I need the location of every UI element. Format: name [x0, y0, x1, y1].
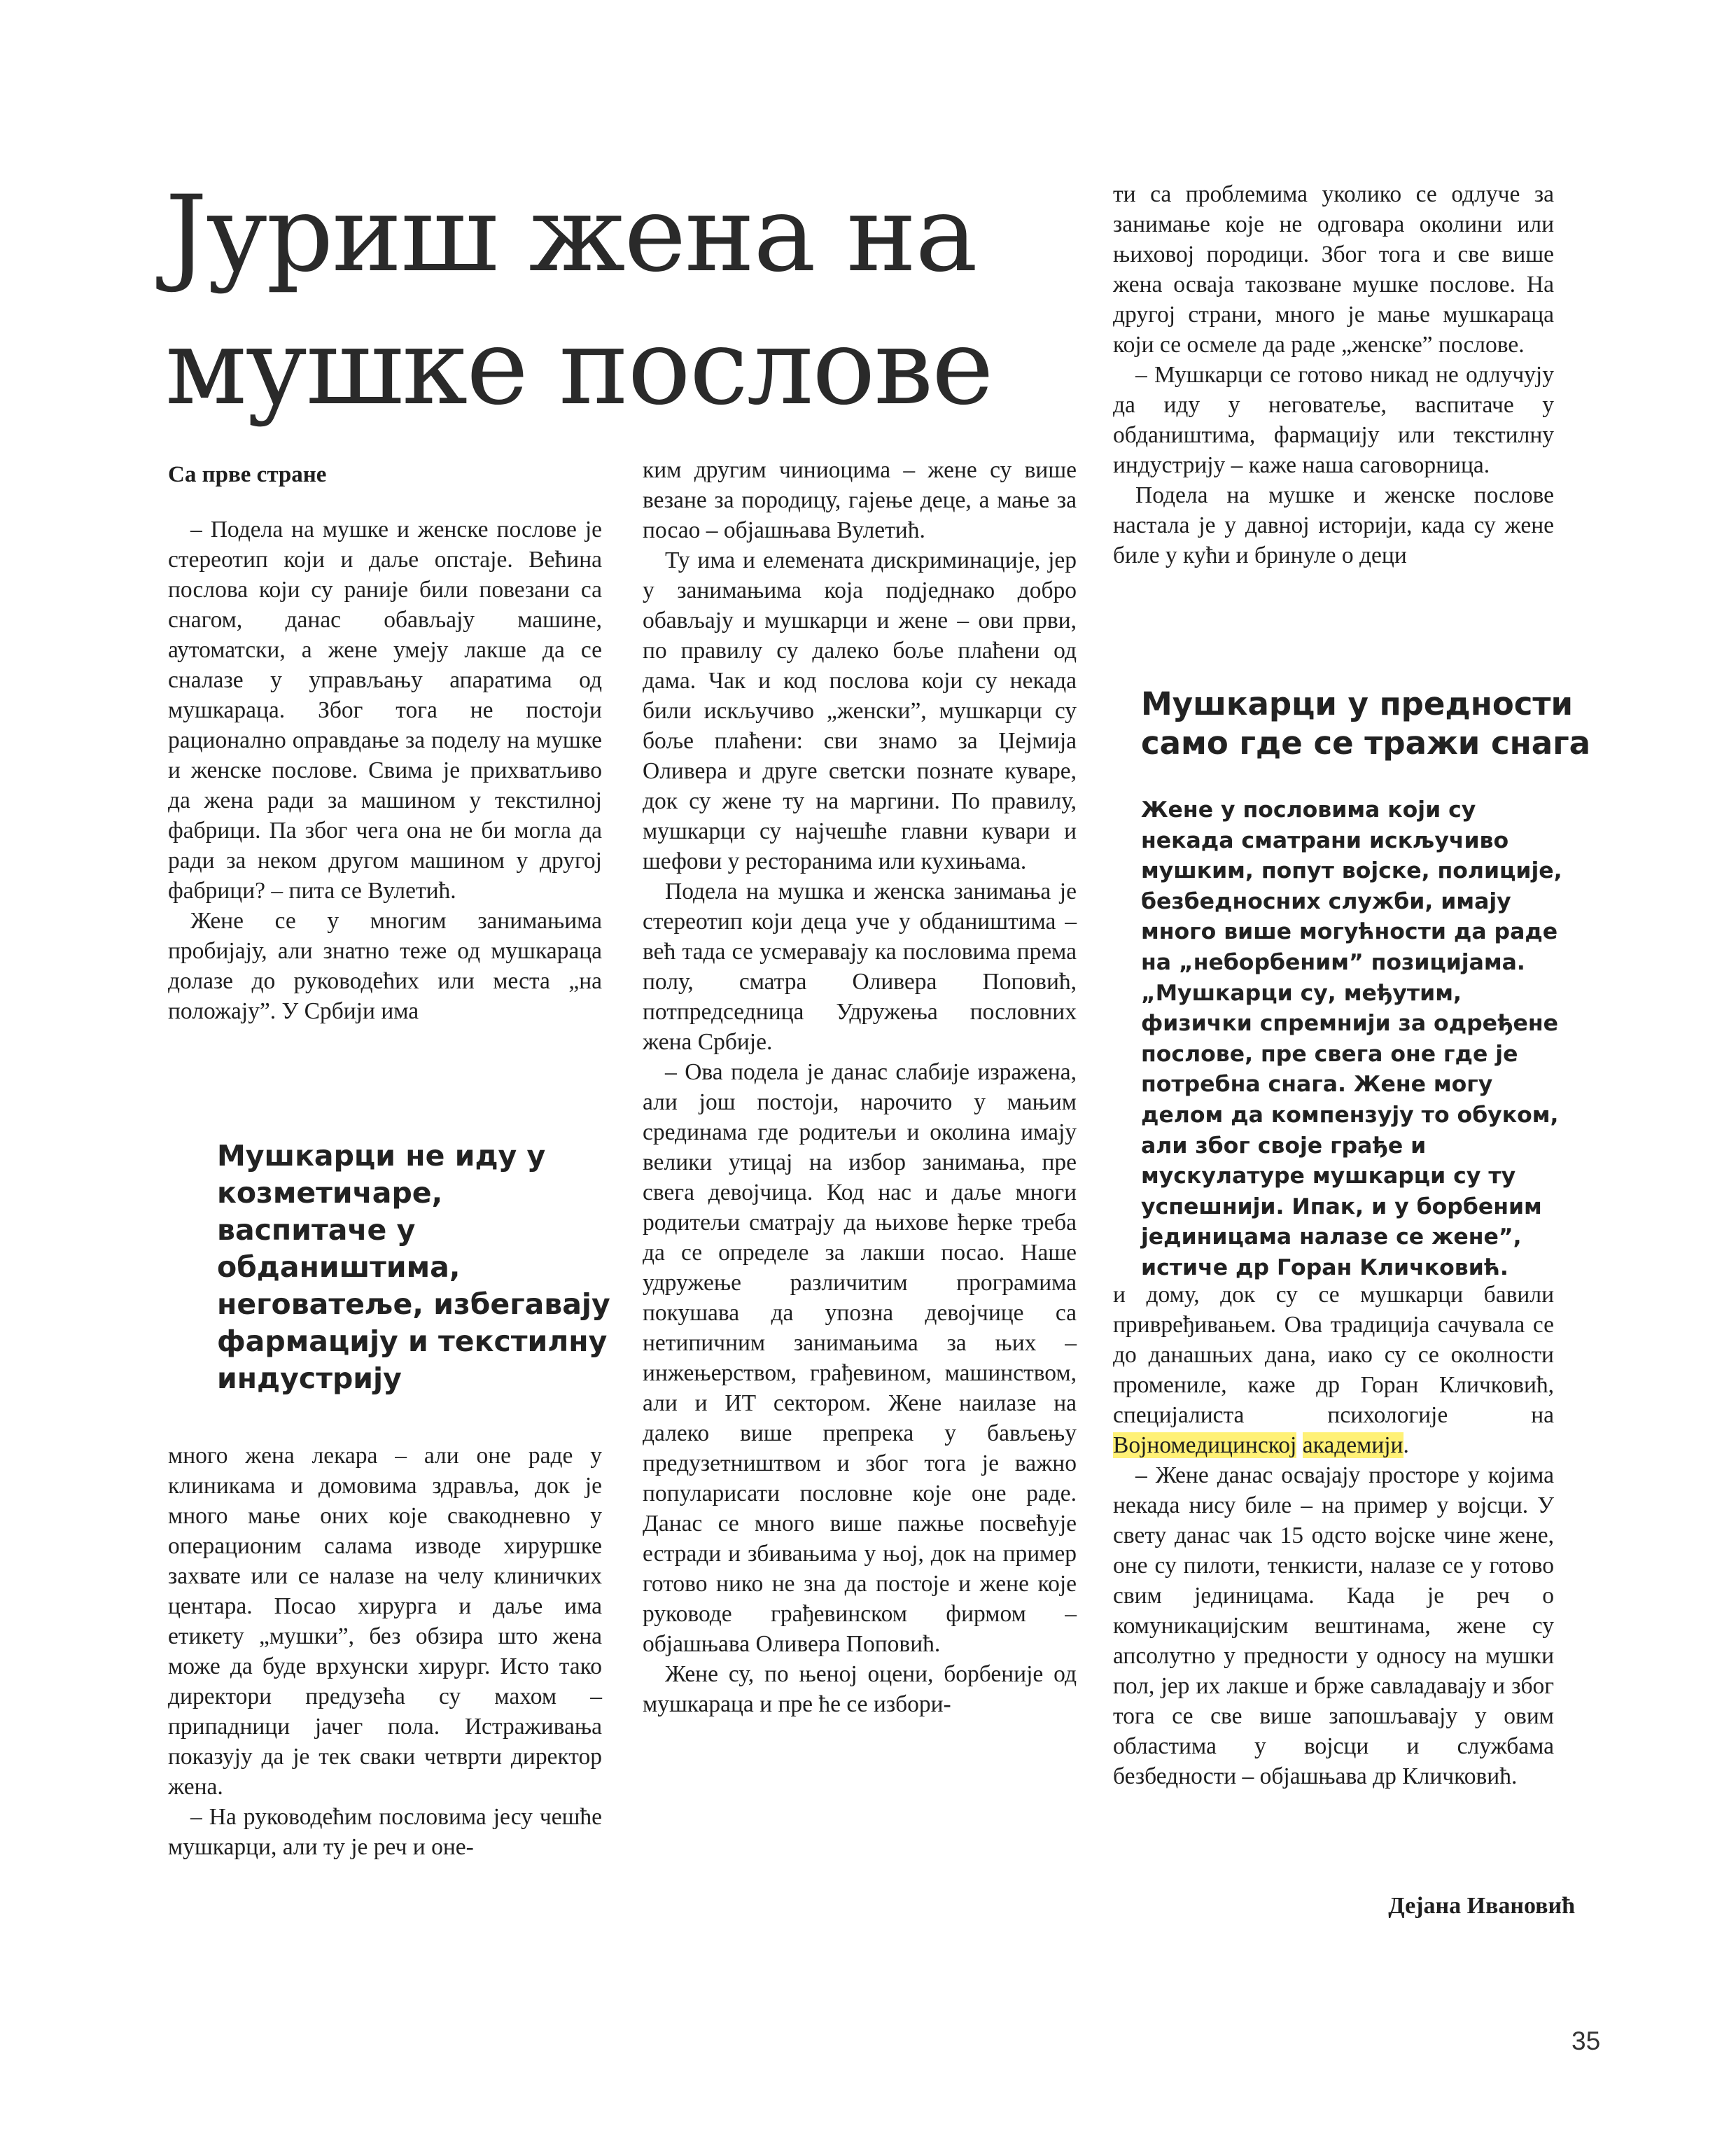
paragraph: – На руководећим пословима јесу чешће мушкарци, али ту је реч и оне- [168, 1804, 602, 1860]
text-run: . [1403, 1432, 1409, 1458]
column-1-top [168, 515, 602, 1026]
kicker: Са прве стране [168, 462, 327, 487]
paragraph: ким другим чиниоцима – жене су више везане за породицу, гајење деце, а мање за посао – објашњава Вулетић. [643, 457, 1077, 543]
page-number: 35 [1572, 2027, 1601, 2055]
text-run [1296, 1432, 1302, 1458]
column-3-top [1113, 179, 1554, 571]
paragraph: ти са проблемима уколико се одлуче за занимање које не одговара околини или њиховој породици. Због тога и све више жена осваја такозване мушке послове. На другој страни, много је мање мушкараца који се осмеле да раде „женске” послове. [1113, 181, 1554, 358]
paragraph: – Мушкарци се готово никад не одлучују да иду у неговатеље, васпитаче у обдаништима, фармацију или текстилну индустрију – каже наша саговорница. [1113, 362, 1554, 478]
text-run: и дому, док су се мушкарци бавили привређивањем. Ова традиција сачувала се до данашњих дана, иако су се околности промениле, каже др Горан Кличковић, специјалиста психологије на [1113, 1282, 1554, 1428]
paragraph: Жене се у многим занимањима пробијају, али знатно теже од мушкараца долазе до руководећих или места „на положају”. У Србији има [168, 908, 602, 1024]
column-1-bottom [168, 1441, 602, 1862]
column-2 [643, 455, 1077, 1719]
paragraph: Подела на мушка и женска занимања је стереотип који деца уче у обдаништима – већ тада се усмеравају ка пословима према полу, сматра Оливера Поповић, потпредседница Удружења пословних жена Србије. [643, 879, 1077, 1055]
highlighted-text: академији [1302, 1432, 1404, 1458]
highlighted-text: Војномедицинској [1113, 1432, 1297, 1458]
headline: Јуриш жена на мушке послове [165, 174, 993, 428]
paragraph: много жена лекара – али оне раде у клиникама и домовима здравља, док је много мање оних које свакодневно у операционим салама изводе хируршке захвате или се налазе на челу клиничких центара. Посао хирурга и даље има етикету „мушки”, без обзира што жена може да буде врхунски хирург. Исто тако директори предузећа су махом – припадници јачег пола. Истраживања показују да је тек сваки четврти директор жена. [168, 1443, 602, 1800]
paragraph [1113, 1280, 1554, 1460]
paragraph: – Подела на мушке и женске послове је стереотип који и даље опстаје. Већина послова који су раније били повезани са снагом, данас обављају машине, аутоматски, а жене умеју лакше да се сналазе у управљању апаратима од мушкараца. Због тога не постоји рационално оправдање за поделу на мушке и женске послове. Свима је прихватљиво да жена ради за машином у текстилној фабрици. Па због чега она не би могла да ради за неком другом машином у другој фабрици? – пита се Вулетић. [168, 517, 602, 904]
paragraph: Подела на мушке и женске послове настала је у давној историји, када су жене биле у кући и бринуле о деци [1113, 482, 1554, 568]
sidebar-title: Мушкарци у предности само где се тражи снага [1141, 685, 1590, 762]
pull-quote: Мушкарци не иду у козметичаре, васпитаче у обдаништима, неговатеље, избегавају фармацију и текстилну индустрију [217, 1139, 610, 1395]
sidebar-text: Жене у пословима који су некада сматрани искључиво мушким, попут војске, полиције, безбедносних служби, имају много више могућности да раде на „неборбеним” позицијама. „Мушкарци су, међутим, физички спремнији за одређене послове, пре свега оне где је потребна снага. Жене могу делом да компензују то обуком, али због своје грађе и мускулатуре мушкарци су ту успешнији. Ипак, и у борбеним јединицама налазе се жене”, истиче др Горан Кличковић. [1141, 797, 1562, 1280]
paragraph: – Жене данас освајају просторе у којима некада нису биле – на пример у војсци. У свету данас чак 15 одсто војске чине жене, оне су пилоти, тенкисти, налазе се у готово свим јединицама. Када је реч о комуникацијским вештинама, жене су апсолутно у предности у односу на мушки пол, јер их лакше и брже савладавају и због тога се све више запошљавају у овим областима у војсци и службама безбедности – објашњава др Кличковић. [1113, 1462, 1554, 1789]
paragraph: Жене су, по њеној оцени, борбеније од мушкараца и пре ће се избори- [643, 1661, 1077, 1717]
paragraph: Ту има и елемената дискриминације, јер у занимањима која подједнако добро обављају и мушкарци и жене – ови први, по правилу су далеко боље плаћени од дама. Чак и код послова који су некада били искључиво „женски”, мушкарци су боље плаћени: сви знамо за Џејмија Оливера и друге светски познате куваре, док су жене ту на маргини. По правилу, мушкарци су најчешће главни кувари и шефови у ресторанима или кухињама. [643, 547, 1077, 874]
column-3-bottom [1113, 1280, 1554, 1791]
paragraph: – Ова подела је данас слабије изражена, али још постоји, нарочито у мањим срединама где родитељи и околина имају велики утицај на избор занимања, пре свега девојчица. Код нас и даље многи родитељи сматрају да њихове ћерке треба да се определе за лакши посао. Наше удружење различитим програмима покушава да упозна девојчице са нетипичним занимањима за њих – инжењерством, грађевином, машинством, али и ИТ сектором. Жене наилазе на далеко више препрека у бављењу предузетништвом и због тога је важно популарисати пословне које оне раде. Данас се много више пажње посвећује естради и збивањима у њој, док на пример готово нико не зна да постоје и жене које руководе грађевинском фирмом – објашњава Оливера Поповић. [643, 1059, 1077, 1657]
byline: Дејана Ивановић [1388, 1893, 1575, 1919]
